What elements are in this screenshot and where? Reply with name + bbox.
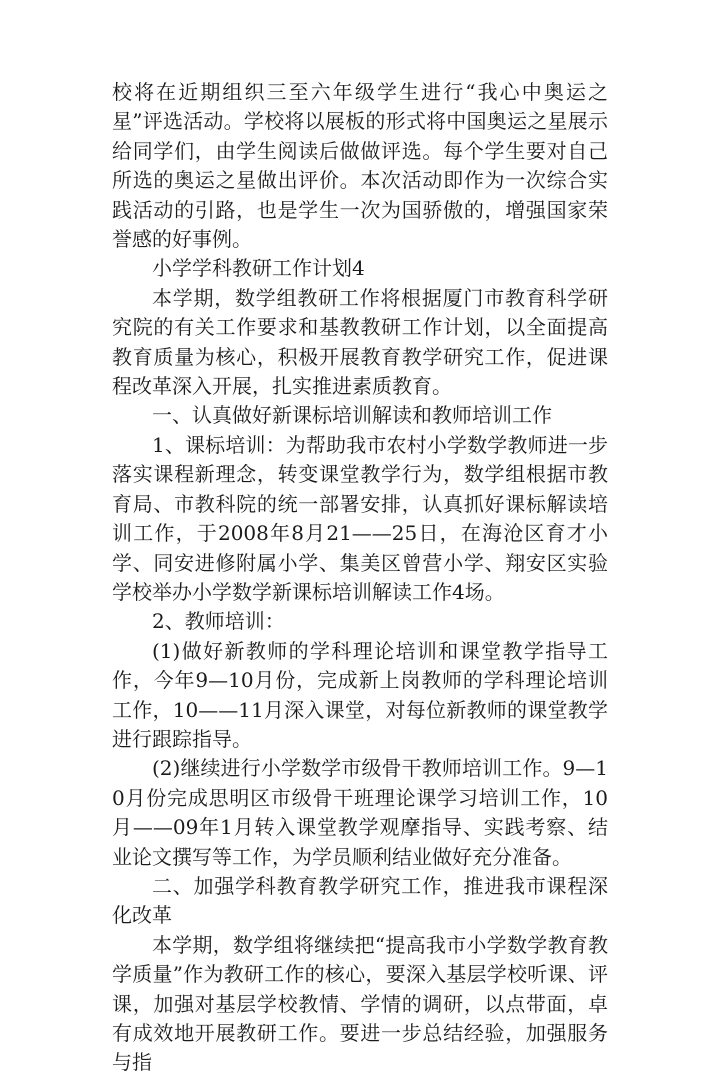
paragraph-backbone-teachers: (2)继续进行小学数学市级骨干教师培训工作。9—10月份完成思明区市级骨干班理论课学习培训工作，10月——09年1月转入课堂教学观摩指导、实践考察、结业论文撰写等工作，为学员顺利结业做好充分准备。 — [112, 756, 608, 869]
heading-part-one: 一、认真做好新课标培训解读和教师培训工作 — [152, 403, 552, 428]
document-page — [112, 78, 608, 1078]
paragraph-intro: 本学期，数学组教研工作将根据厦门市教育科学研究院的有关工作要求和基教教研工作计划，以全面提高教育质量为核心，积极开展教育教学研究工作，促进课程改革深入开展，扎实推进素质教育。 — [112, 285, 608, 399]
heading-teacher-training: 2、教师培训： — [152, 609, 285, 634]
heading-part-two: 二、加强学科教育教学研究工作，推进我市课程深化改革 — [112, 873, 608, 928]
paragraph-research-work: 本学期，数学组将继续把“提高我市小学数学教育教学质量”作为教研工作的核心，要深入基层学校听课、评课，加强对基层学校教情、学情的调研，以点带面，卓有成效地开展教研工作。要进一步总结经验，加强服务与指 — [112, 932, 608, 1075]
paragraph-continuation: 校将在近期组织三至六年级学生进行“我心中奥运之星”评选活动。学校将以展板的形式将中国奥运之星展示给同学们，由学生阅读后做做评选。每个学生要对自己所选的奥运之星做出评价。本次活动即作为一次综合实践活动的引路，也是学生一次为国骄傲的，增强国家荣誉感的好事例。 — [112, 80, 608, 252]
section-title-plan-4: 小学学科教研工作计划4 — [152, 256, 365, 281]
paragraph-new-teachers: (1)做好新教师的学科理论培训和课堂教学指导工作，今年9—10月份，完成新上岗教师的学科理论培训工作，10——11月深入课堂，对每位新教师的课堂教学进行跟踪指导。 — [112, 638, 608, 751]
paragraph-curriculum-training: 1、课标培训：为帮助我市农村小学数学教师进一步落实课程新理念，转变课堂教学行为，数学组根据市教育局、市教科院的统一部署安排，认真抓好课标解读培训工作，于2008年8月21——25日，在海沧区育才小学、同安进修附属小学、集美区曾营小学、翔安区实验学校举办小学数学新课标培训解读工作4场。 — [112, 432, 608, 604]
